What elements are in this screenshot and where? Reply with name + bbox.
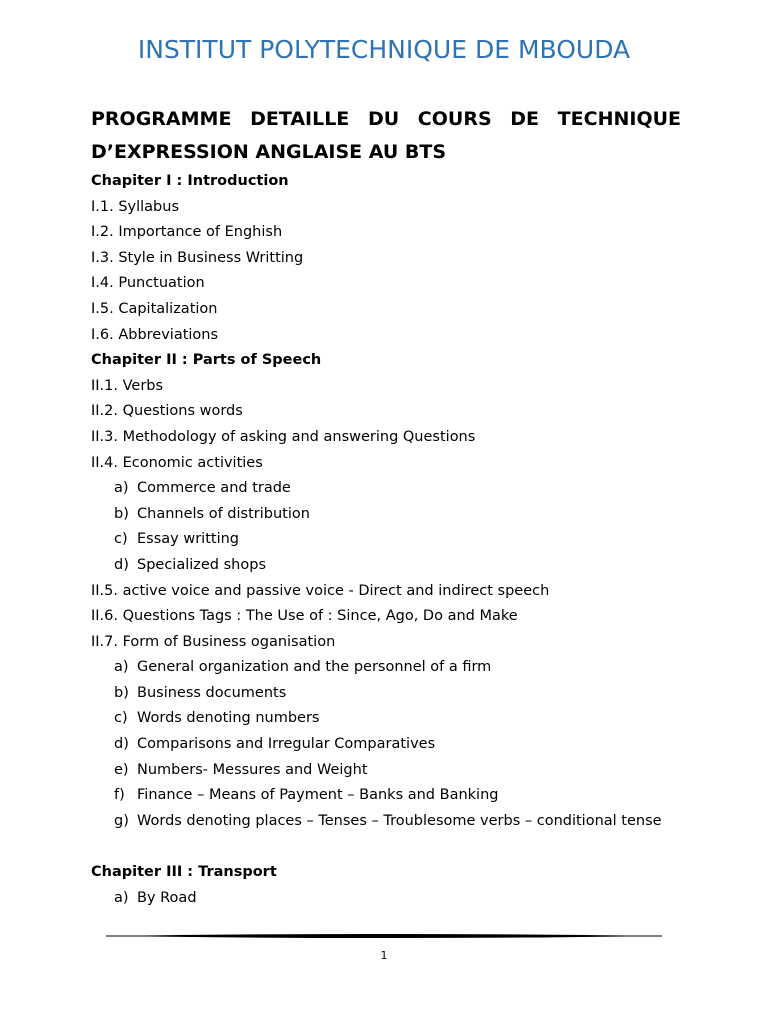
course-outline [91,169,681,911]
sub-item-marker: c) [114,531,128,548]
sub-item-marker: f) [114,787,125,804]
sub-item-text: Essay writting [137,531,239,548]
sub-item-text: Business documents [137,684,287,701]
list-item: II.1. Verbs [91,377,164,394]
sub-item-marker: d) [114,556,129,573]
document-title-line-2: D’EXPRESSION ANGLAISE AU BTS [91,141,447,163]
sub-item-text: Words denoting numbers [137,710,320,727]
sub-list-item [91,886,681,912]
sub-list-item [91,732,681,758]
sub-item-marker: g) [114,812,129,829]
list-item: I.3. Style in Business Writting [91,249,304,266]
chapter-2-heading: Chapiter II : Parts of Speech [91,352,322,369]
sub-item-marker: a) [114,659,129,676]
list-item: II.3. Methodology of asking and answering Questions [91,428,476,445]
sub-item-marker: c) [114,710,128,727]
footer-divider [106,932,662,940]
sub-list-item [91,783,681,809]
institution-title: INSTITUT POLYTECHNIQUE DE MBOUDA [137,35,631,64]
sub-list-item [91,527,681,553]
sub-item-text: Comparisons and Irregular Comparatives [137,736,436,753]
list-item: II.4. Economic activities [91,454,263,471]
sub-item-marker: b) [114,505,129,522]
sub-item-marker: d) [114,736,129,753]
sub-list-item [91,655,681,681]
sub-list-item [91,502,681,528]
page-number: 1 [380,949,388,962]
list-item: I.5. Capitalization [91,300,218,317]
sub-item-marker: e) [114,761,129,778]
sub-list-item [91,809,667,860]
sub-list-item [91,553,681,579]
list-item: II.2. Questions words [91,403,243,420]
sub-item-text: General organization and the personnel of a firm [137,659,492,676]
sub-list-item [91,681,681,707]
list-item: I.2. Importance of Enghish [91,224,283,241]
list-item: I.4. Punctuation [91,275,205,292]
list-item: I.6. Abbreviations [91,326,219,343]
sub-list-item [91,706,681,732]
chapter-3-heading: Chapiter III : Transport [91,864,277,881]
sub-item-text: Numbers- Messures and Weight [137,761,368,778]
sub-item-text: Words denoting places – Tenses – Troublesome verbs – conditional tense [137,812,662,829]
document-title-line-1: PROGRAMME DETAILLE DU COURS DE TECHNIQUE [91,108,681,130]
sub-item-text: Channels of distribution [137,505,310,522]
list-item: II.7. Form of Business oganisation [91,633,336,650]
sub-list-item [91,758,681,784]
sub-list-item [91,476,681,502]
sub-item-marker: a) [114,480,129,497]
list-item: II.6. Questions Tags : The Use of : Since, Ago, Do and Make [91,608,518,625]
sub-item-text: Specialized shops [137,556,266,573]
sub-item-marker: b) [114,684,129,701]
sub-item-text: Finance – Means of Payment – Banks and Banking [137,787,499,804]
sub-item-text: Commerce and trade [137,480,291,497]
list-item: I.1. Syllabus [91,198,180,215]
sub-item-marker: a) [114,889,129,906]
sub-item-text: By Road [137,889,197,906]
chapter-1-heading: Chapiter I : Introduction [91,173,289,189]
list-item: II.5. active voice and passive voice - Direct and indirect speech [91,582,550,599]
document-title [91,103,681,169]
